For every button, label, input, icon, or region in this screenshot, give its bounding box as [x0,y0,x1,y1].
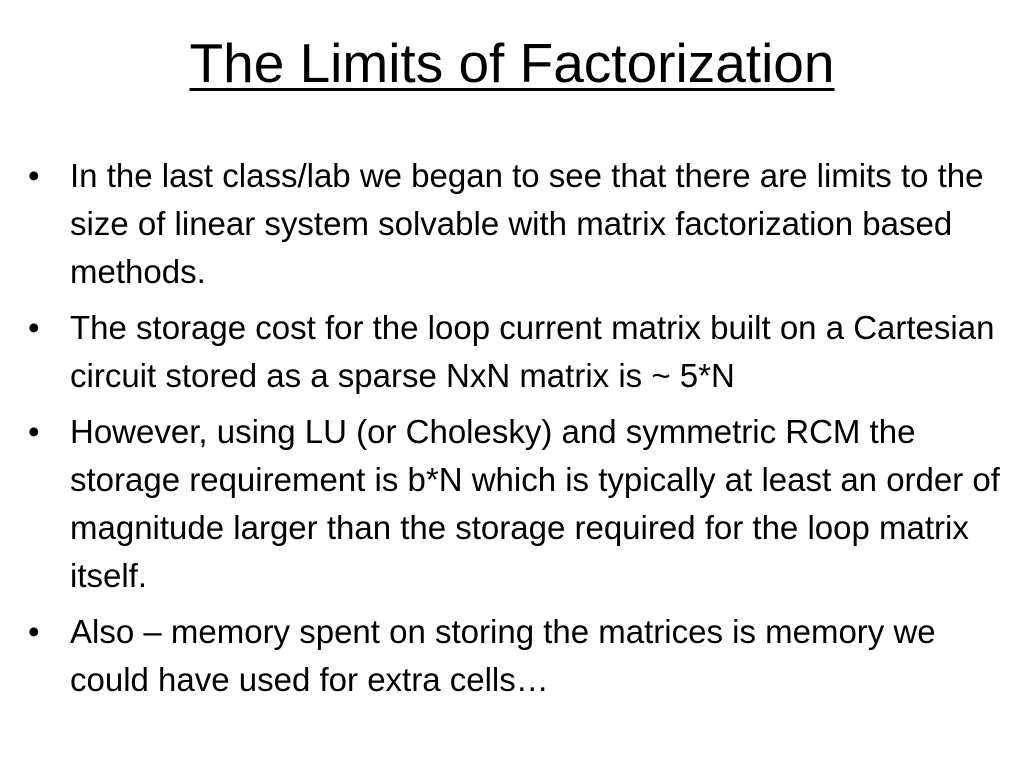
slide-title-text: The Limits of Factorization [189,32,835,94]
bullet-item: • However, using LU (or Cholesky) and symmetric RCM the storage requirement is b*N which is typically at least an order of magnitude larger than the storage required for the loop matrix itself. [28,408,1003,600]
bullet-item: • Also – memory spent on storing the matrices is memory we could have used for extra cells… [28,608,1003,704]
bullet-item: • In the last class/lab we began to see that there are limits to the size of linear system solvable with matrix factorization based methods. [28,152,1003,296]
bullet-list [28,152,1003,712]
slide-title [0,24,1024,102]
bullet-item: • The storage cost for the loop current matrix built on a Cartesian circuit stored as a sparse NxN matrix is ~ 5*N [28,304,1003,400]
